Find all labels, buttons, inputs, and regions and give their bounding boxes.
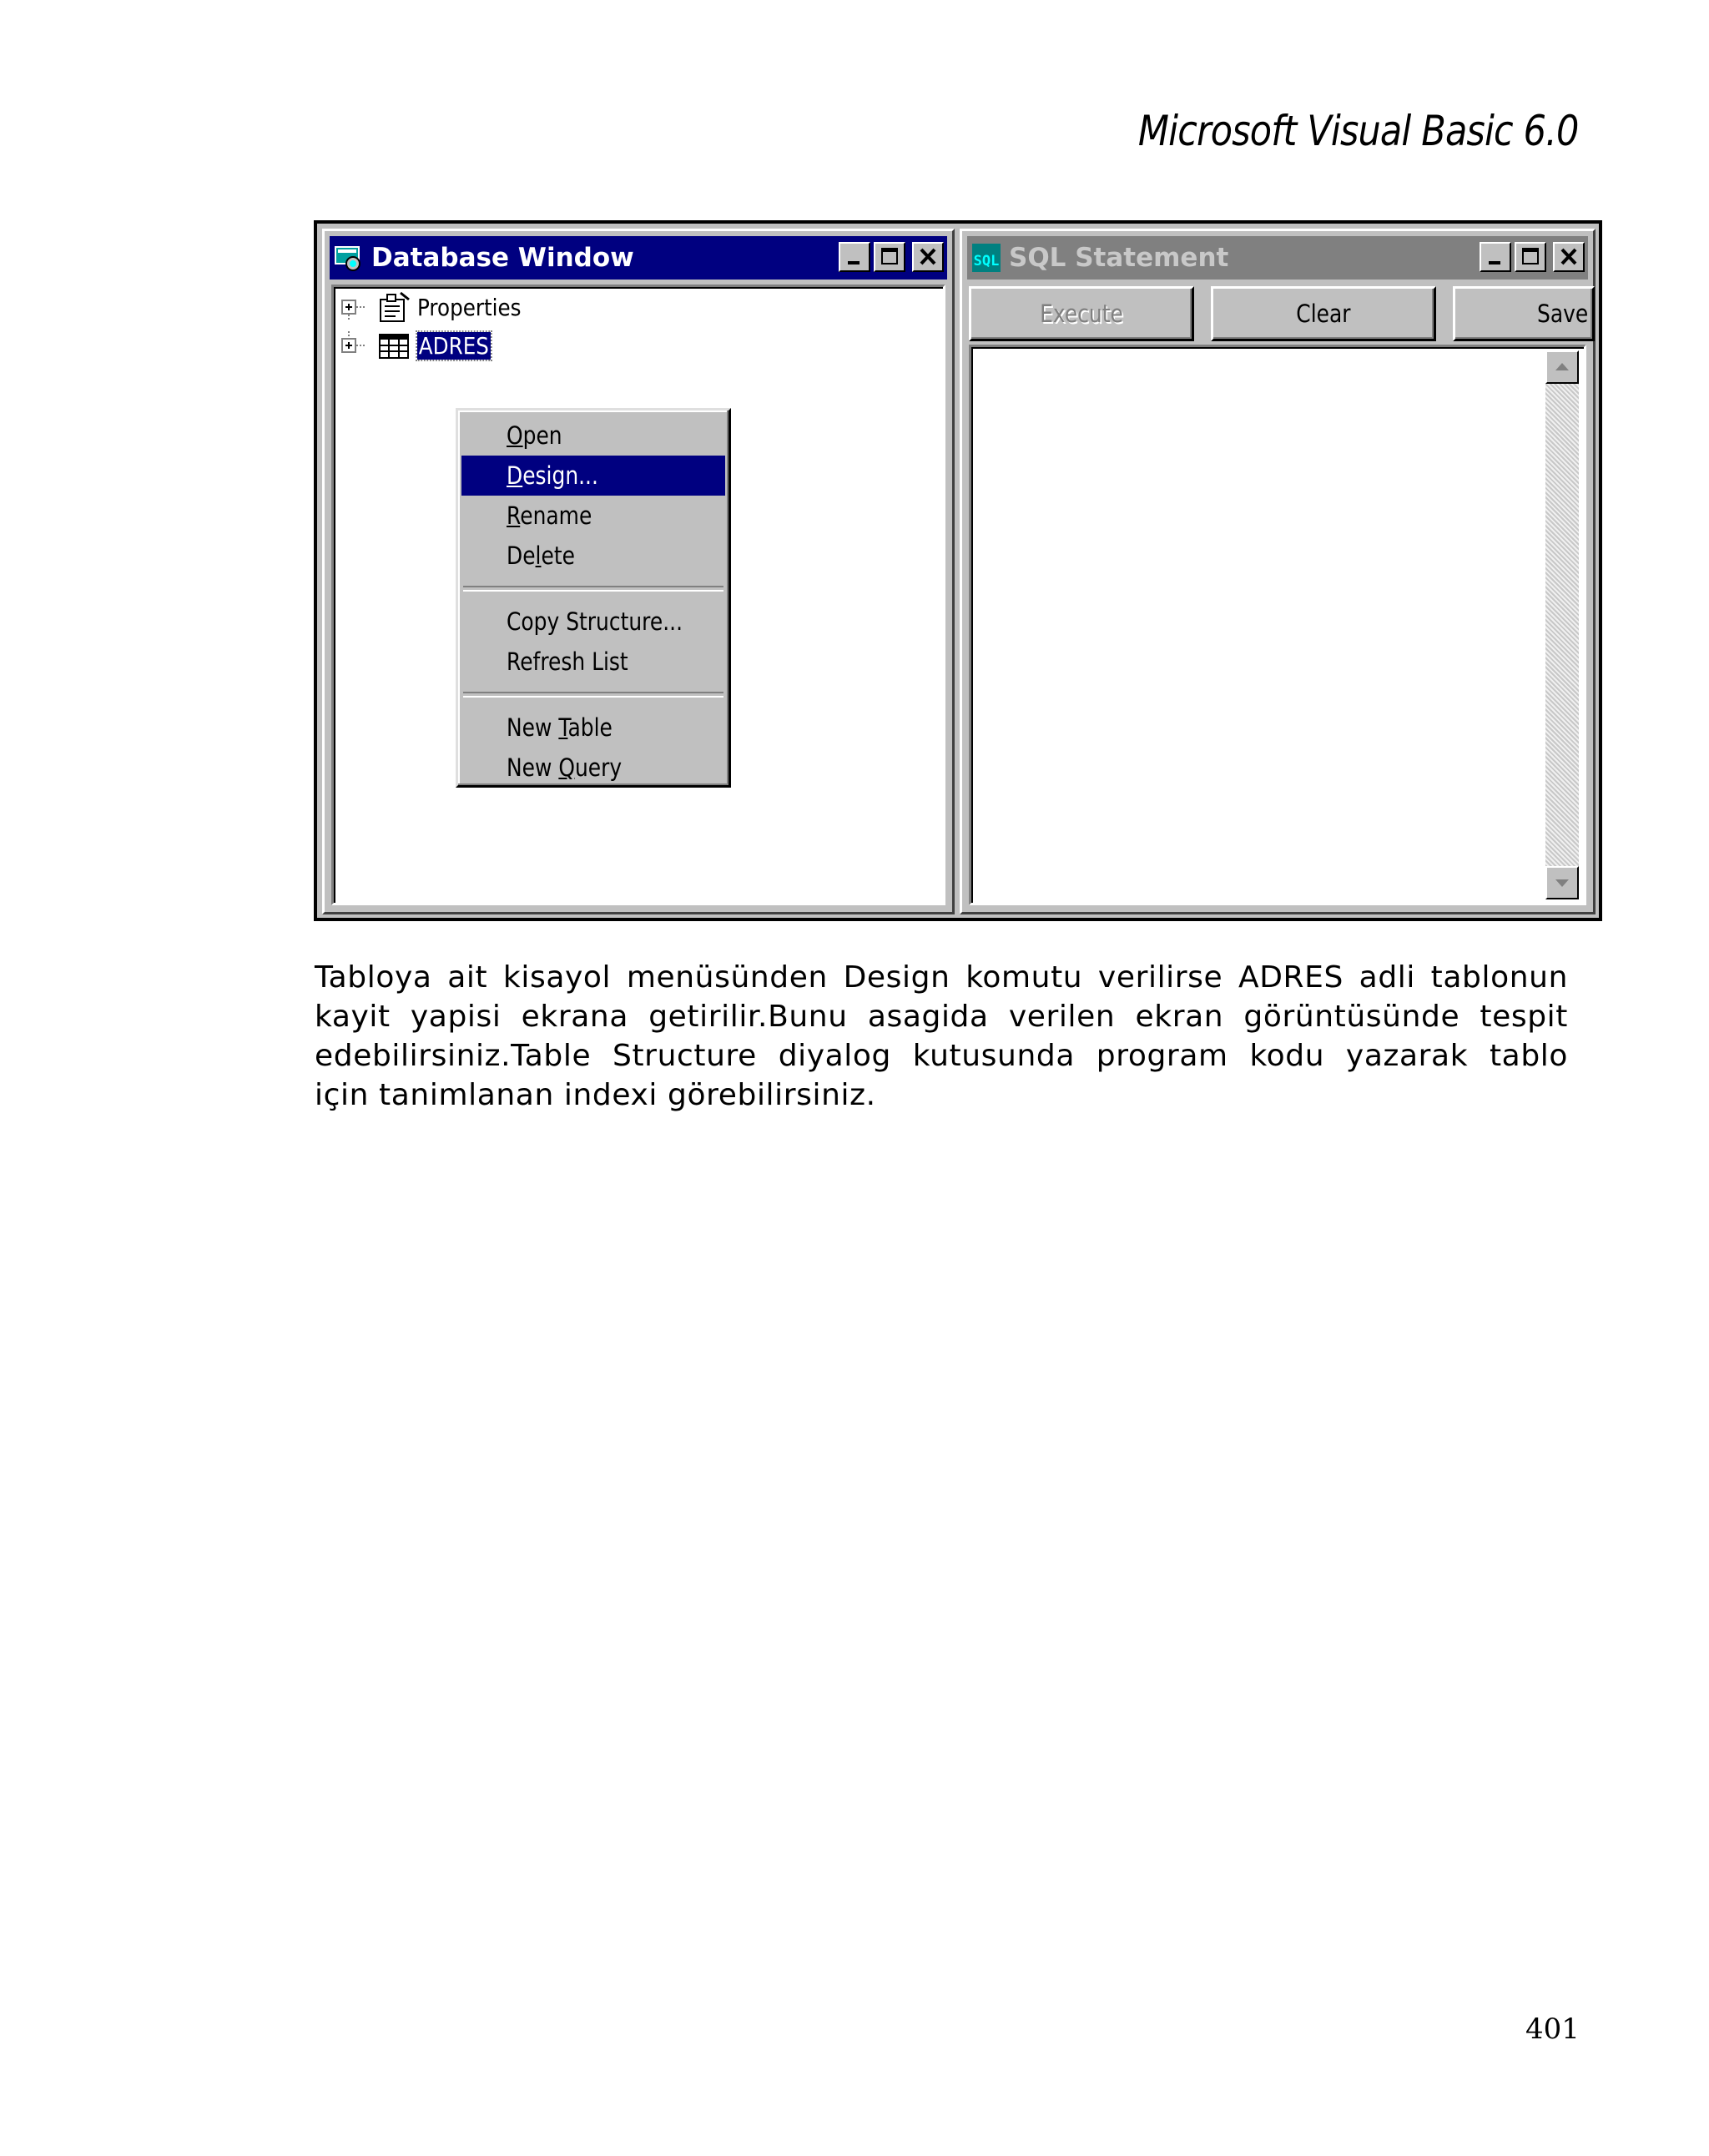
minimize-icon — [840, 244, 869, 270]
menu-item-copy-structure[interactable]: Copy Structure... — [507, 607, 683, 636]
menu-item-delete[interactable]: Delete — [507, 542, 575, 570]
menu-separator — [463, 692, 723, 698]
maximize-button[interactable] — [1515, 242, 1546, 272]
database-window — [322, 229, 955, 914]
minimize-icon — [1481, 244, 1510, 270]
body-paragraph — [315, 958, 1568, 1115]
database-tree[interactable] — [331, 285, 945, 905]
properties-icon — [377, 291, 411, 323]
close-icon — [1555, 244, 1583, 270]
paragraph-line: edebilirsiniz.Table Structure diyalog kutusunda program kodu yazarak tablo — [315, 1039, 1568, 1073]
screenshot-figure — [314, 220, 1602, 921]
book-title: Microsoft Visual Basic 6.0 — [1137, 107, 1578, 155]
maximize-icon — [1516, 244, 1545, 270]
sql-statement-window — [960, 229, 1596, 914]
menu-item-design[interactable]: Design... — [461, 456, 725, 496]
maximize-icon — [875, 244, 904, 270]
database-window-titlebar[interactable] — [330, 236, 947, 280]
minimize-button[interactable] — [1480, 242, 1511, 272]
menu-item-new-table[interactable]: New Table — [507, 713, 613, 742]
paragraph-line: kayit yapisi ekrana getirilir.Bunu asagida verilen ekran görüntüsünde tespit — [315, 1000, 1568, 1034]
expand-plus-icon[interactable] — [340, 293, 377, 321]
tree-item-label: Properties — [417, 293, 522, 321]
sql-window-title: SQL Statement — [1009, 243, 1229, 273]
menu-item-refresh-list[interactable]: Refresh List — [507, 647, 628, 676]
close-button[interactable] — [912, 242, 944, 272]
maximize-button[interactable] — [874, 242, 905, 272]
vertical-scrollbar[interactable] — [1545, 350, 1579, 899]
scroll-up-button[interactable] — [1545, 350, 1579, 384]
arrow-up-icon — [1547, 352, 1577, 382]
page-number: 401 — [1525, 2012, 1580, 2046]
menu-item-open[interactable]: Open — [507, 421, 562, 450]
menu-item-new-query[interactable]: New Query — [507, 753, 623, 782]
context-menu — [456, 408, 731, 788]
close-button[interactable] — [1553, 242, 1585, 272]
clear-button[interactable]: Clear — [1211, 286, 1436, 341]
paragraph-line: Tabloya ait kisayol menüsünden Design komutu verilirse ADRES adli tablonun — [315, 960, 1568, 995]
table-icon — [377, 330, 411, 361]
database-window-icon — [333, 242, 365, 274]
svg-text:SQL: SQL — [973, 253, 1000, 270]
database-window-title: Database Window — [371, 243, 634, 273]
menu-separator — [463, 586, 723, 592]
sql-icon — [970, 242, 1002, 274]
execute-button[interactable]: Execute — [969, 286, 1194, 341]
close-icon — [914, 244, 942, 270]
save-button[interactable]: Save — [1453, 286, 1595, 341]
arrow-down-icon — [1547, 868, 1577, 898]
paragraph-line: için tanimlanan indexi görebilirsiniz. — [315, 1078, 876, 1112]
scroll-down-button[interactable] — [1545, 866, 1579, 899]
minimize-button[interactable] — [839, 242, 870, 272]
tree-item-properties[interactable] — [340, 290, 536, 324]
tree-item-label-selected: ADRES — [418, 331, 489, 360]
tree-item-adres[interactable] — [340, 329, 501, 362]
menu-item-rename[interactable]: Rename — [507, 501, 592, 530]
expand-plus-icon[interactable] — [340, 331, 377, 360]
sql-text-area[interactable] — [969, 345, 1586, 905]
sql-window-titlebar[interactable] — [967, 236, 1588, 280]
